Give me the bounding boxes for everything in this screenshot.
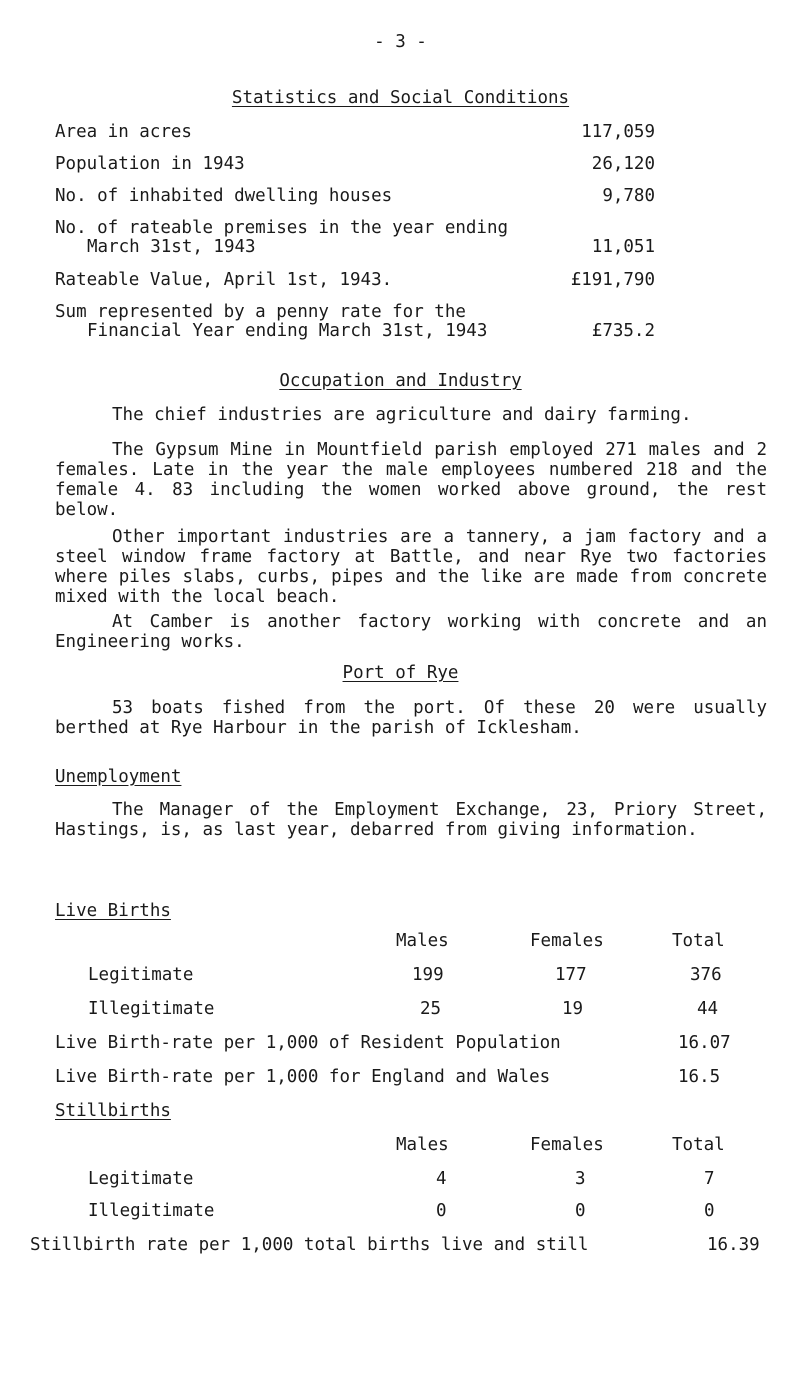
port-paragraph: 53 boats fished from the port. Of these 20 were usually berthed at Rye Harbour in the parish of Icklesham. [55, 698, 767, 738]
rateable-value: £191,790 [570, 270, 655, 290]
live-births-row-label: Legitimate [88, 965, 194, 985]
penny-rate-label: Sum represented by a penny rate for the [55, 302, 466, 322]
premises-label-cont: March 31st, 1943 [87, 237, 256, 257]
stillbirths-row-males: 0 [436, 1201, 447, 1221]
occupation-paragraph-4: At Camber is another factory working with concrete and an Engineering works. [55, 612, 767, 652]
population-value: 26,120 [591, 154, 655, 174]
stillbirths-col-males: Males [396, 1135, 449, 1155]
occupation-paragraph-2: The Gypsum Mine in Mountfield parish employed 271 males and 2 females. Late in the year the male employees numbered 218 and the female 4. 83 including the women worked above ground, the rest below. [55, 440, 767, 520]
stillbirths-row-total: 7 [704, 1169, 715, 1189]
stillbirths-row-total: 0 [704, 1201, 715, 1221]
stillbirths-col-females: Females [530, 1135, 604, 1155]
unemployment-heading: Unemployment [55, 767, 182, 787]
premises-value: 11,051 [591, 237, 655, 257]
premises-label: No. of rateable premises in the year ending [55, 218, 509, 238]
stillbirth-rate-label: Stillbirth rate per 1,000 total births live and still [30, 1235, 589, 1255]
stillbirths-row-males: 4 [436, 1169, 447, 1189]
live-births-col-males: Males [396, 931, 449, 951]
live-births-col-total: Total [672, 931, 725, 951]
occupation-paragraph-1: The chief industries are agriculture and dairy farming. [112, 405, 692, 425]
live-births-row-total: 44 [697, 999, 719, 1019]
live-births-row-females: 19 [562, 999, 584, 1019]
live-births-row-females: 177 [555, 965, 587, 985]
stats-heading: Statistics and Social Conditions [231, 88, 570, 108]
penny-rate-value: £735.2 [591, 321, 655, 341]
occupation-heading: Occupation and Industry [279, 371, 522, 391]
occupation-paragraph-3: Other important industries are a tannery, a jam factory and a steel window frame factory at Battle, and near Rye two factories where piles slabs, curbs, pipes and the like are made from concrete mixed with the local beach. [55, 527, 767, 607]
area-value: 117,059 [581, 122, 655, 142]
port-heading: Port of Rye [342, 663, 459, 683]
stillbirths-row-females: 3 [575, 1169, 586, 1189]
area-label: Area in acres [55, 122, 192, 142]
live-births-row-total: 376 [690, 965, 722, 985]
population-label: Population in 1943 [55, 154, 245, 174]
stillbirths-row-label: Illegitimate [88, 1201, 215, 1221]
page-number: - 3 - [374, 32, 427, 52]
birth-rate-england-label: Live Birth-rate per 1,000 for England and Wales [55, 1067, 551, 1087]
birth-rate-england-value: 16.5 [678, 1067, 721, 1087]
unemployment-paragraph: The Manager of the Employment Exchange, 23, Priory Street, Hastings, is, as last year, debarred from giving information. [55, 800, 767, 840]
stillbirths-row-females: 0 [575, 1201, 586, 1221]
live-births-row-males: 25 [420, 999, 442, 1019]
penny-rate-label-cont: Financial Year ending March 31st, 1943 [87, 321, 488, 341]
stillbirths-col-total: Total [672, 1135, 725, 1155]
live-births-heading: Live Births [55, 901, 171, 921]
stillbirths-row-label: Legitimate [88, 1169, 194, 1189]
dwellings-label: No. of inhabited dwelling houses [55, 186, 393, 206]
live-births-row-label: Illegitimate [88, 999, 215, 1019]
stillbirths-heading: Stillbirths [55, 1101, 171, 1121]
birth-rate-resident-value: 16.07 [678, 1033, 731, 1053]
live-births-row-males: 199 [412, 965, 444, 985]
live-births-col-females: Females [530, 931, 604, 951]
birth-rate-resident-label: Live Birth-rate per 1,000 of Resident Population [55, 1033, 561, 1053]
stillbirth-rate-value: 16.39 [707, 1235, 760, 1255]
rateable-label: Rateable Value, April 1st, 1943. [55, 270, 393, 290]
dwellings-value: 9,780 [602, 186, 655, 206]
